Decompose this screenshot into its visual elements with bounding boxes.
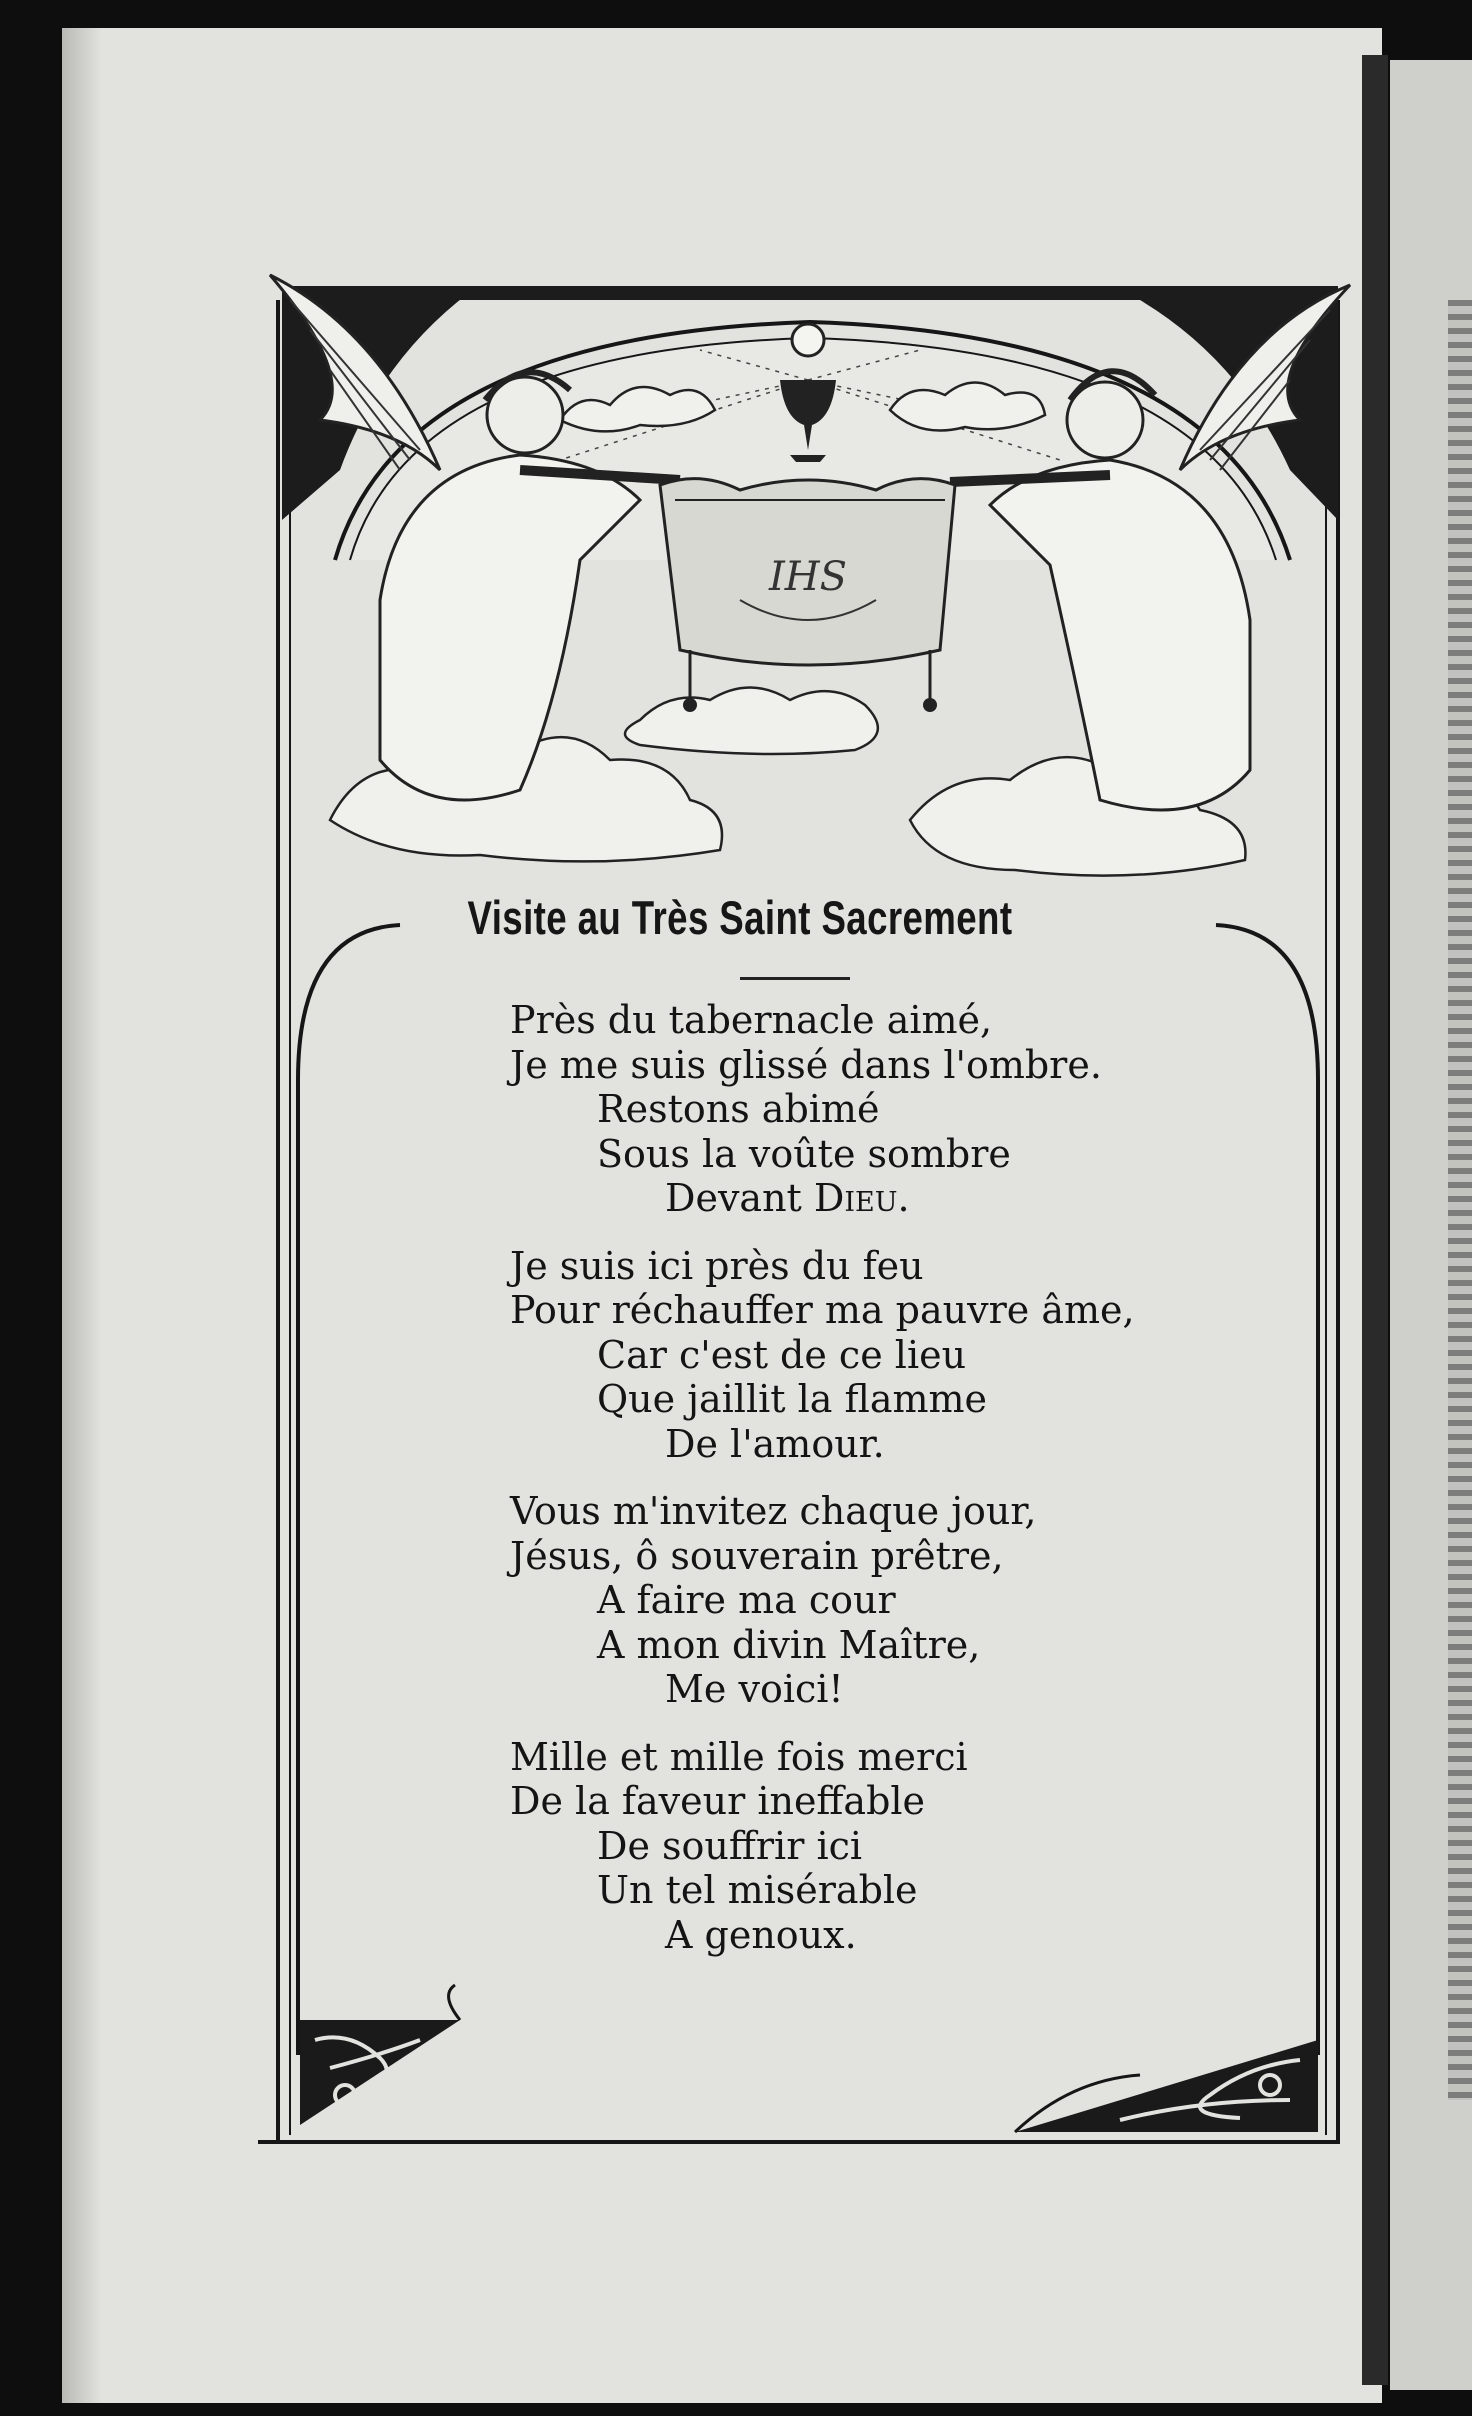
- stanza: [510, 1489, 1210, 1712]
- stanza: [510, 1735, 1210, 1958]
- poem-line: Jésus, ô souverain prêtre,: [510, 1533, 1004, 1578]
- poem-line: A genoux.: [665, 1912, 857, 1957]
- poem-line: Sous la voûte sombre: [597, 1131, 1011, 1176]
- poem-line: A mon divin Maître,: [597, 1622, 981, 1667]
- poem-line: Je suis ici près du feu: [510, 1243, 924, 1288]
- poem-line: Car c'est de ce lieu: [597, 1332, 967, 1377]
- poem-line: Un tel misérable: [597, 1868, 918, 1912]
- poem: [510, 998, 1210, 1980]
- stanza: [510, 998, 1210, 1221]
- poem-line: Près du tabernacle aimé,: [510, 998, 993, 1042]
- ihs-monogram: IHS: [768, 554, 848, 600]
- title-divider: [740, 977, 850, 980]
- poem-line: Que jaillit la flamme: [597, 1377, 988, 1421]
- poem-line: Mille et mille fois merci: [510, 1734, 968, 1779]
- poem-line: De la faveur ineffable: [510, 1779, 926, 1823]
- page-title: Visite au Très Saint Sacrement: [467, 891, 1013, 944]
- poem-line-text: Devant: [665, 1176, 814, 1220]
- poem-line: Pour réchauffer ma pauvre âme,: [510, 1288, 1135, 1332]
- poem-line: Me voici!: [665, 1667, 844, 1711]
- poem-line: De l'amour.: [665, 1421, 885, 1466]
- poem-line: De souffrir ici: [597, 1823, 863, 1868]
- poem-line: Restons abimé: [597, 1087, 880, 1131]
- poem-line: A faire ma cour: [597, 1578, 896, 1622]
- stanza: [510, 1244, 1210, 1467]
- cloth-banner-icon: [660, 479, 955, 712]
- poem-line: Je me suis glissé dans l'ombre.: [510, 1042, 1102, 1087]
- poem-line-punct: .: [897, 1176, 910, 1220]
- divine-name: Dieu: [813, 1176, 898, 1220]
- poem-line: [510, 1176, 1210, 1221]
- poem-line: Vous m'invitez chaque jour,: [510, 1489, 1037, 1533]
